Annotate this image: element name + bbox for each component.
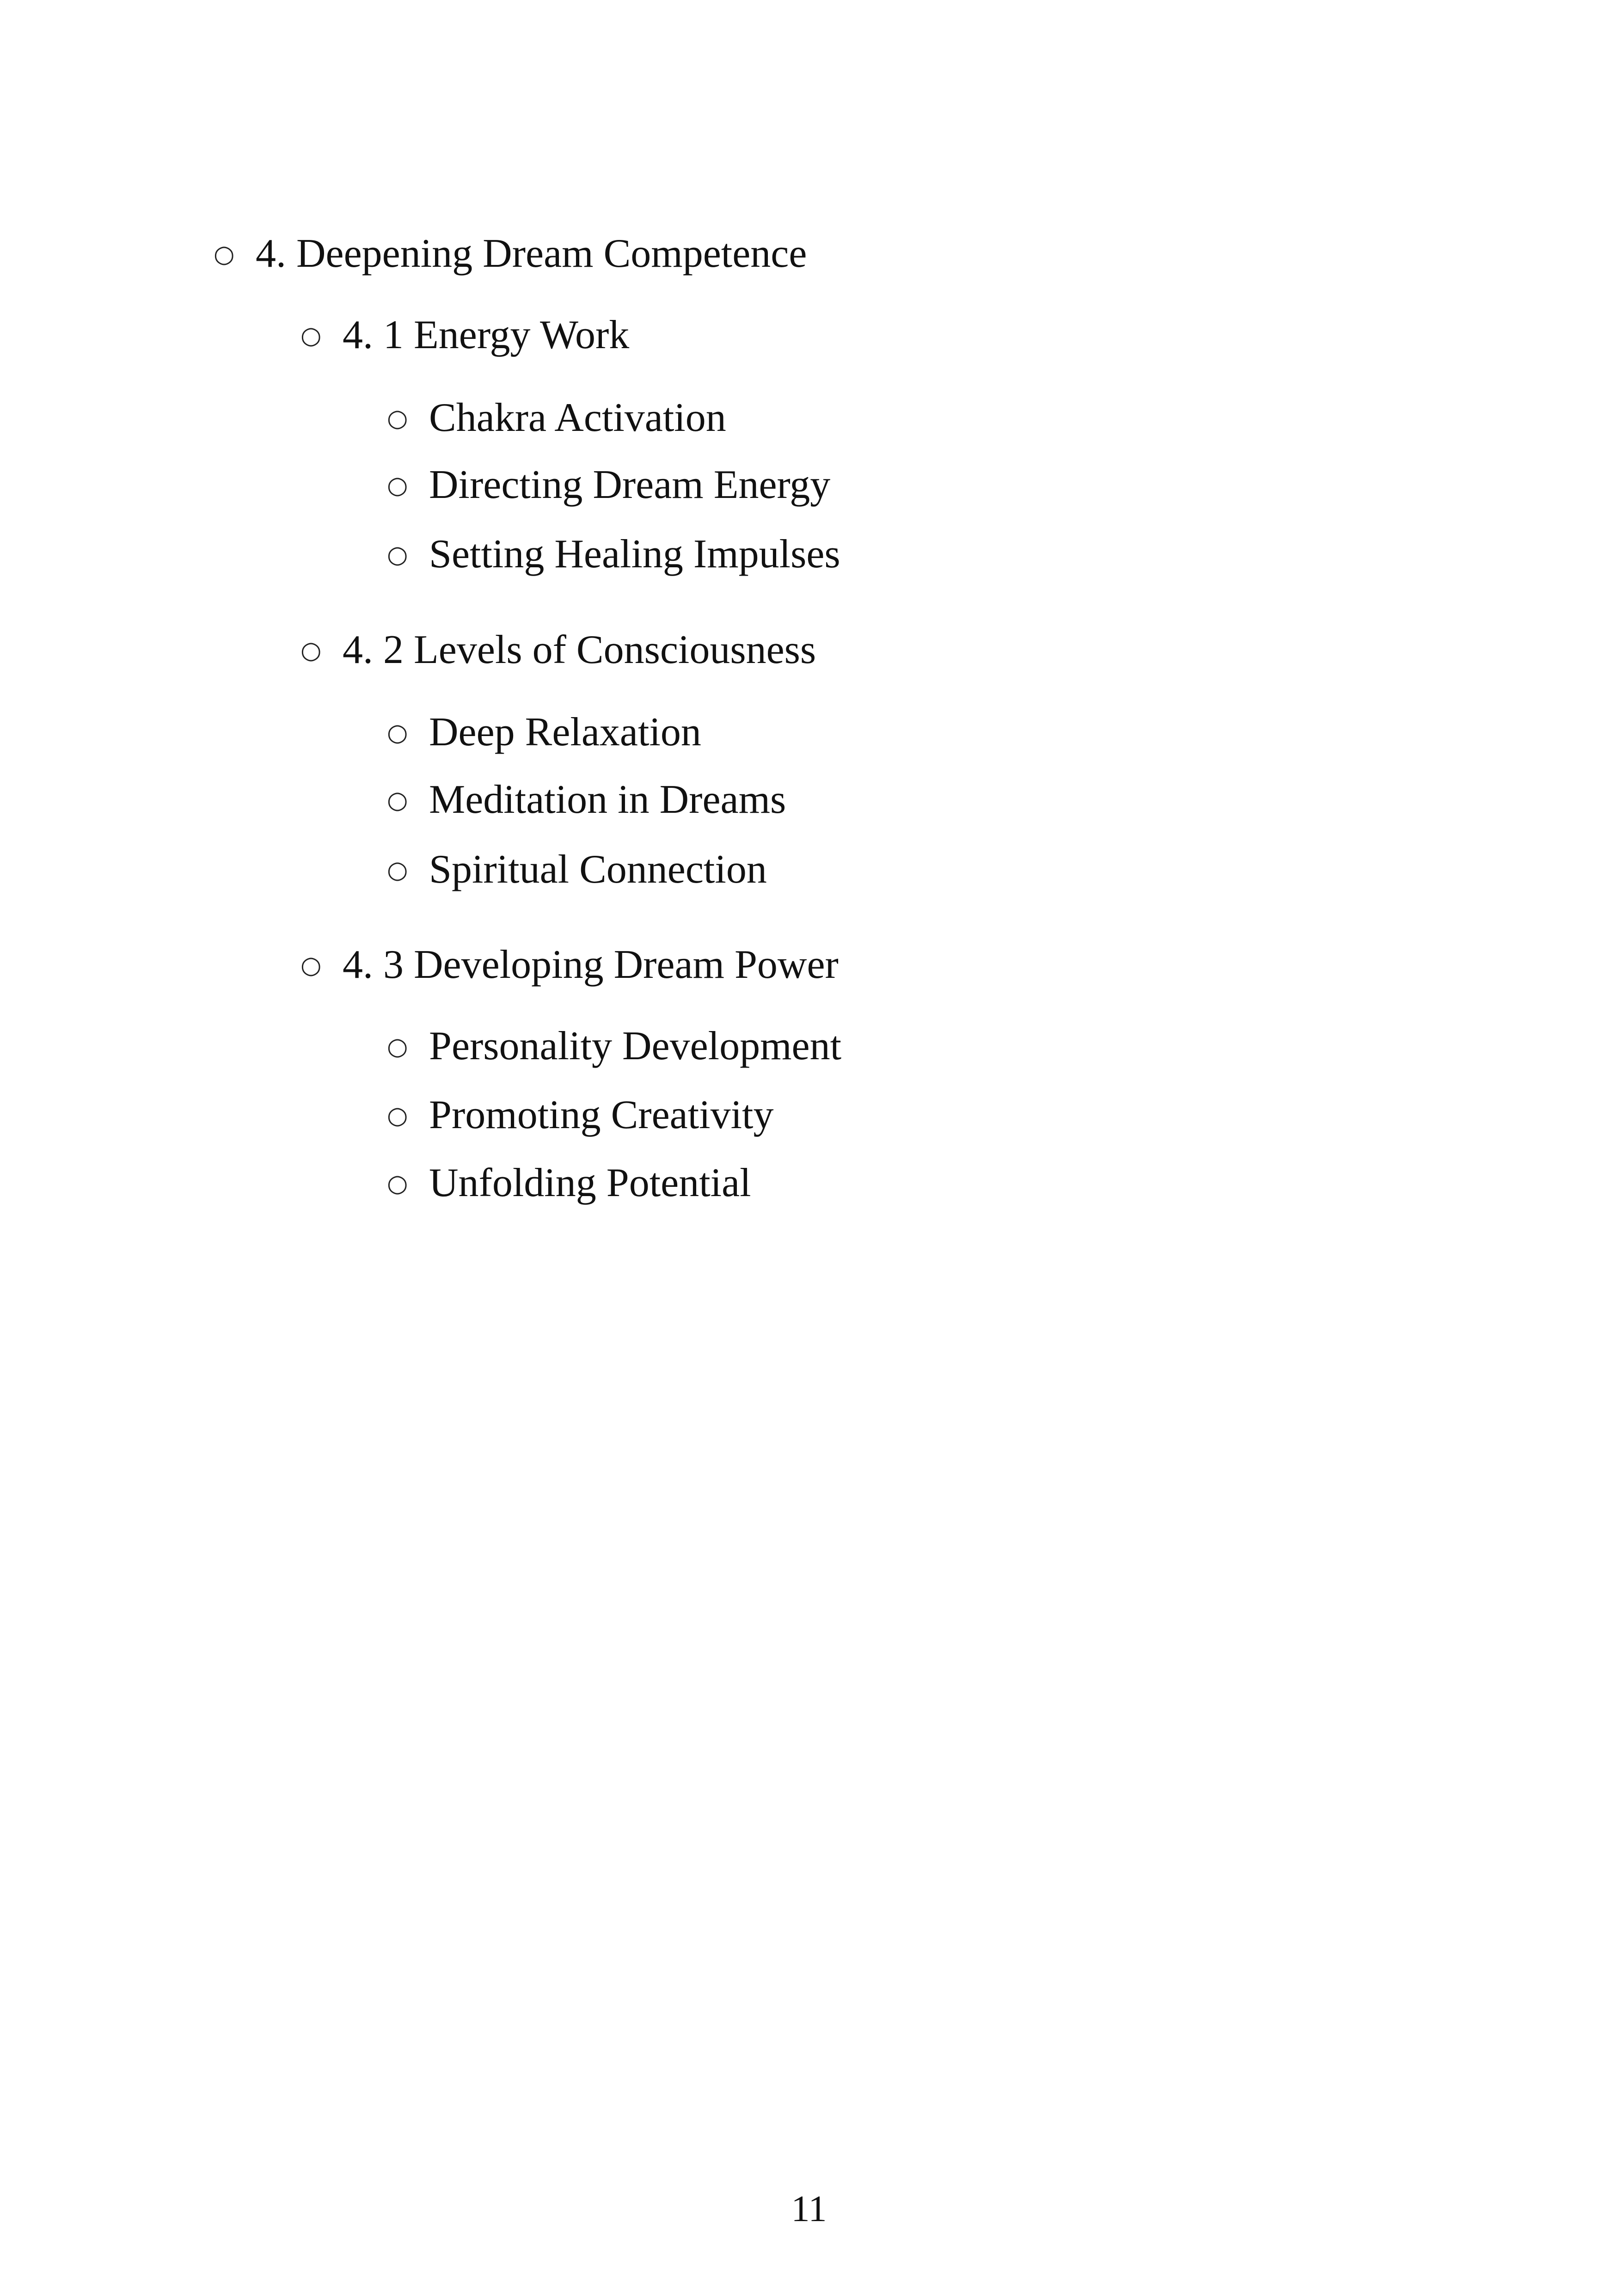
outline-section	[300, 942, 839, 987]
section-title: 4. 2 Levels of Consciousness	[343, 627, 816, 672]
hollow-circle-bullet-icon: ○	[387, 719, 408, 747]
item-label: Unfolding Potential	[429, 1160, 751, 1205]
hollow-circle-bullet-icon: ○	[387, 1033, 408, 1061]
hollow-circle-bullet-icon: ○	[214, 240, 235, 268]
item-label: Spiritual Connection	[429, 847, 767, 892]
outline-item	[387, 777, 786, 822]
hollow-circle-bullet-icon: ○	[387, 541, 408, 569]
outline-item	[387, 1095, 774, 1136]
item-label: Deep Relaxation	[429, 710, 701, 755]
section-title: 4. 1 Energy Work	[343, 313, 630, 357]
outline-item	[387, 1026, 841, 1067]
outline-section	[300, 315, 629, 356]
item-label: Meditation in Dreams	[429, 777, 786, 822]
section-title: 4. 3 Developing Dream Power	[343, 942, 839, 987]
outline-chapter	[214, 233, 807, 274]
hollow-circle-bullet-icon: ○	[387, 472, 408, 499]
outline-item	[387, 395, 726, 440]
page-number: 11	[791, 2189, 827, 2229]
item-label: Setting Healing Impulses	[429, 532, 840, 577]
outline-item	[387, 1160, 751, 1205]
hollow-circle-bullet-icon: ○	[387, 786, 408, 814]
item-label: Personality Development	[429, 1024, 842, 1068]
hollow-circle-bullet-icon: ○	[300, 952, 322, 979]
outline-item	[387, 712, 701, 753]
chapter-title: 4. Deepening Dream Competence	[256, 231, 807, 276]
outline-item	[387, 849, 767, 890]
hollow-circle-bullet-icon: ○	[300, 322, 322, 350]
hollow-circle-bullet-icon: ○	[300, 637, 322, 664]
hollow-circle-bullet-icon: ○	[387, 1170, 408, 1197]
item-label: Directing Dream Energy	[429, 462, 831, 507]
outline-item	[387, 534, 840, 575]
hollow-circle-bullet-icon: ○	[387, 856, 408, 884]
hollow-circle-bullet-icon: ○	[387, 1102, 408, 1130]
hollow-circle-bullet-icon: ○	[387, 405, 408, 432]
outline-section	[300, 627, 816, 672]
item-label: Promoting Creativity	[429, 1093, 774, 1137]
outline-item	[387, 462, 831, 507]
item-label: Chakra Activation	[429, 395, 726, 440]
